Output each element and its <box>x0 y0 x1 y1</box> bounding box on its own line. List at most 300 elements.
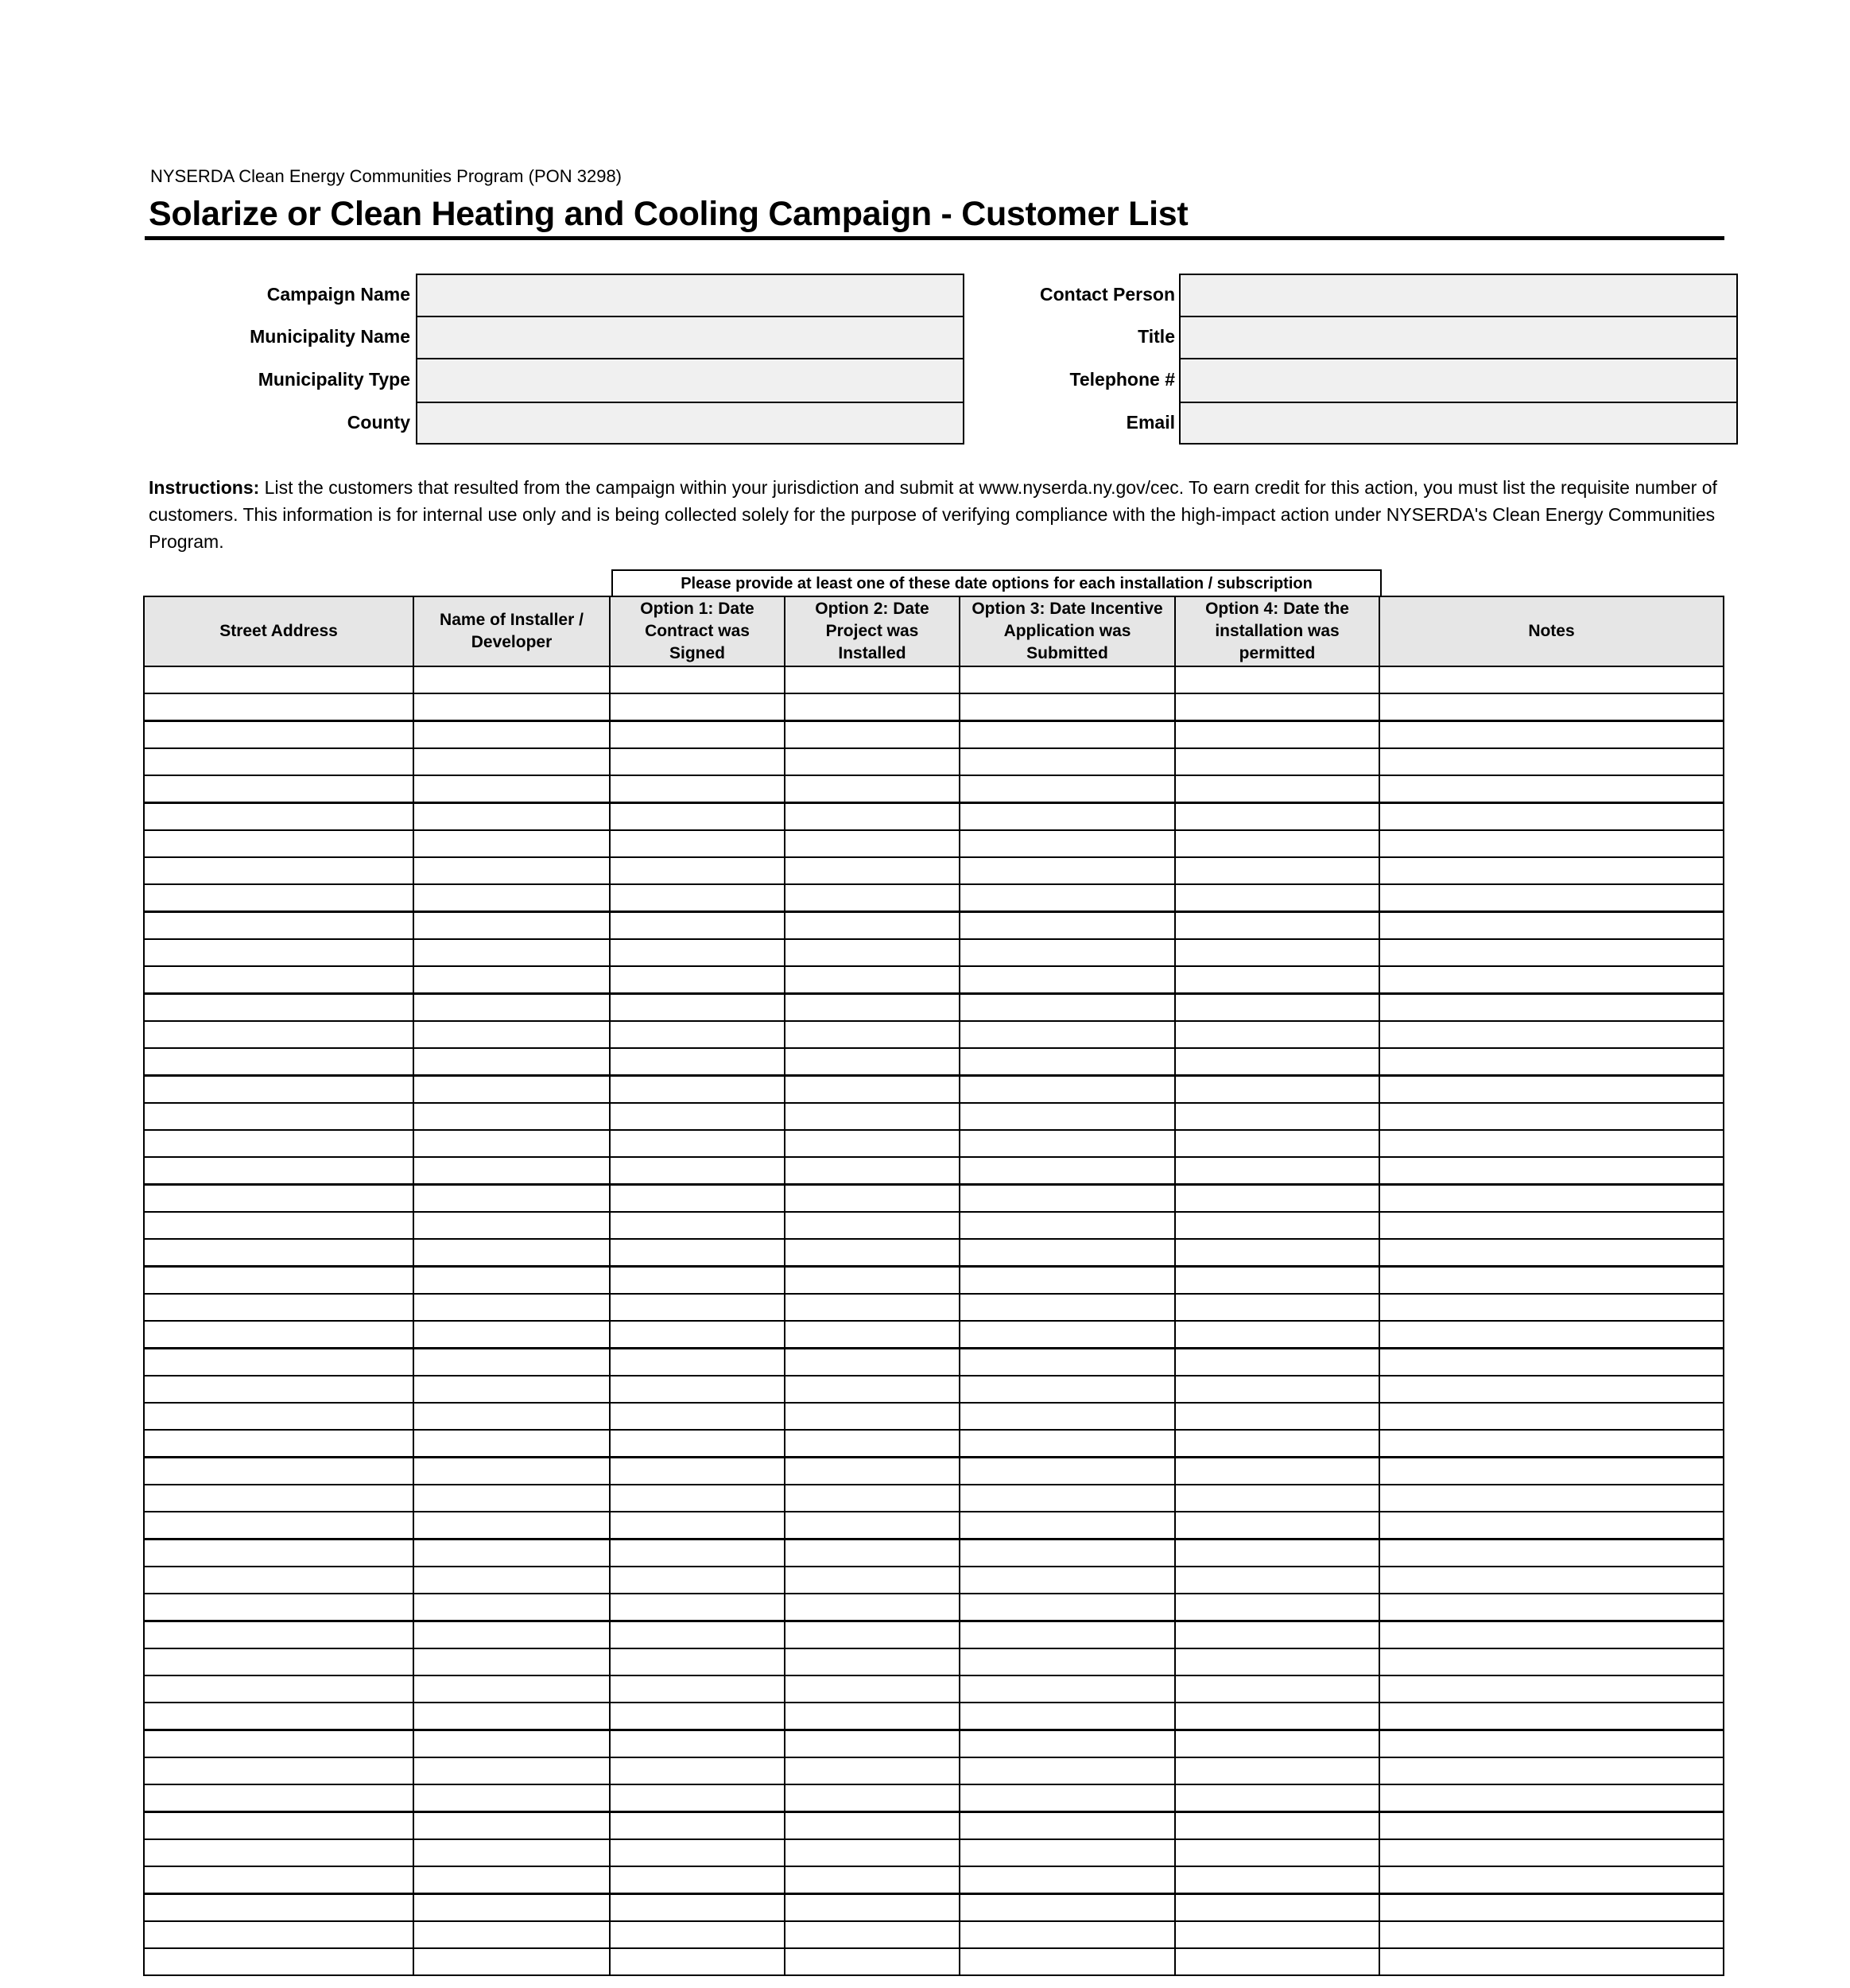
table-cell[interactable] <box>1174 720 1380 749</box>
table-cell[interactable] <box>959 1375 1176 1404</box>
table-cell[interactable] <box>784 1757 960 1785</box>
table-cell[interactable] <box>1379 1839 1724 1867</box>
table-cell[interactable] <box>784 1784 960 1812</box>
table-cell[interactable] <box>1174 1047 1380 1076</box>
table-cell[interactable] <box>959 1784 1176 1812</box>
table-cell[interactable] <box>959 1648 1176 1676</box>
table-cell[interactable] <box>1379 1539 1724 1567</box>
table-cell[interactable] <box>143 1484 414 1512</box>
table-cell[interactable] <box>609 720 785 749</box>
table-cell[interactable] <box>1174 693 1380 721</box>
table-cell[interactable] <box>784 1839 960 1867</box>
table-cell[interactable] <box>959 1457 1176 1485</box>
table-cell[interactable] <box>1379 1320 1724 1349</box>
table-cell[interactable] <box>413 1893 611 1922</box>
table-cell[interactable] <box>784 1811 960 1840</box>
table-cell[interactable] <box>784 1593 960 1621</box>
table-cell[interactable] <box>1379 1020 1724 1049</box>
table-cell[interactable] <box>413 1920 611 1949</box>
table-cell[interactable] <box>143 666 414 694</box>
table-cell[interactable] <box>143 1457 414 1485</box>
table-cell[interactable] <box>784 802 960 831</box>
table-cell[interactable] <box>784 1893 960 1922</box>
table-cell[interactable] <box>1379 1047 1724 1076</box>
table-cell[interactable] <box>143 1839 414 1867</box>
table-cell[interactable] <box>1174 965 1380 994</box>
table-cell[interactable] <box>143 1757 414 1785</box>
table-cell[interactable] <box>1379 1102 1724 1131</box>
table-cell[interactable] <box>143 1102 414 1131</box>
table-cell[interactable] <box>609 911 785 940</box>
table-cell[interactable] <box>413 1320 611 1349</box>
table-cell[interactable] <box>143 856 414 885</box>
table-cell[interactable] <box>1174 775 1380 803</box>
table-cell[interactable] <box>143 1293 414 1322</box>
table-cell[interactable] <box>1174 1784 1380 1812</box>
table-cell[interactable] <box>959 1156 1176 1185</box>
table-cell[interactable] <box>959 1702 1176 1730</box>
table-cell[interactable] <box>413 938 611 967</box>
table-cell[interactable] <box>959 1348 1176 1376</box>
table-cell[interactable] <box>959 1947 1176 1976</box>
table-cell[interactable] <box>413 1757 611 1785</box>
table-cell[interactable] <box>1174 856 1380 885</box>
table-cell[interactable] <box>1174 1129 1380 1158</box>
table-cell[interactable] <box>1174 1020 1380 1049</box>
table-cell[interactable] <box>1174 1484 1380 1512</box>
table-cell[interactable] <box>1379 1621 1724 1649</box>
table-cell[interactable] <box>959 802 1176 831</box>
table-cell[interactable] <box>959 1238 1176 1267</box>
table-cell[interactable] <box>1174 1730 1380 1758</box>
table-cell[interactable] <box>959 1893 1176 1922</box>
table-cell[interactable] <box>1174 1893 1380 1922</box>
table-cell[interactable] <box>413 747 611 776</box>
table-cell[interactable] <box>959 1757 1176 1785</box>
table-cell[interactable] <box>1379 883 1724 912</box>
table-cell[interactable] <box>1174 938 1380 967</box>
municipality-type-field[interactable] <box>416 358 964 403</box>
table-cell[interactable] <box>784 1511 960 1540</box>
table-cell[interactable] <box>609 856 785 885</box>
table-cell[interactable] <box>413 1539 611 1567</box>
table-cell[interactable] <box>1379 1757 1724 1785</box>
table-cell[interactable] <box>413 965 611 994</box>
table-cell[interactable] <box>143 1348 414 1376</box>
table-cell[interactable] <box>1174 1675 1380 1703</box>
table-cell[interactable] <box>1174 829 1380 858</box>
table-cell[interactable] <box>413 1375 611 1404</box>
table-cell[interactable] <box>1174 1757 1380 1785</box>
table-cell[interactable] <box>413 1702 611 1730</box>
table-cell[interactable] <box>1174 1211 1380 1240</box>
table-cell[interactable] <box>959 1484 1176 1512</box>
table-cell[interactable] <box>1174 1839 1380 1867</box>
table-cell[interactable] <box>1174 1320 1380 1349</box>
table-cell[interactable] <box>1174 1075 1380 1104</box>
table-cell[interactable] <box>609 1648 785 1676</box>
table-cell[interactable] <box>1174 747 1380 776</box>
table-cell[interactable] <box>413 1648 611 1676</box>
table-cell[interactable] <box>1174 1593 1380 1621</box>
table-cell[interactable] <box>413 1129 611 1158</box>
table-cell[interactable] <box>413 1947 611 1976</box>
table-cell[interactable] <box>1174 1348 1380 1376</box>
table-cell[interactable] <box>1379 965 1724 994</box>
table-cell[interactable] <box>143 693 414 721</box>
table-cell[interactable] <box>143 1402 414 1431</box>
table-cell[interactable] <box>959 1920 1176 1949</box>
table-cell[interactable] <box>1379 1429 1724 1458</box>
table-cell[interactable] <box>784 965 960 994</box>
table-cell[interactable] <box>143 1211 414 1240</box>
table-cell[interactable] <box>959 883 1176 912</box>
table-cell[interactable] <box>609 993 785 1022</box>
table-cell[interactable] <box>1379 1702 1724 1730</box>
table-cell[interactable] <box>959 829 1176 858</box>
table-cell[interactable] <box>959 1593 1176 1621</box>
table-cell[interactable] <box>1379 1402 1724 1431</box>
table-cell[interactable] <box>1174 1429 1380 1458</box>
table-cell[interactable] <box>1379 911 1724 940</box>
table-cell[interactable] <box>1379 993 1724 1022</box>
table-cell[interactable] <box>959 1730 1176 1758</box>
title-field[interactable] <box>1179 316 1738 359</box>
table-cell[interactable] <box>609 1348 785 1376</box>
table-cell[interactable] <box>1174 1566 1380 1594</box>
table-cell[interactable] <box>1379 1893 1724 1922</box>
table-cell[interactable] <box>784 993 960 1022</box>
table-cell[interactable] <box>413 1184 611 1213</box>
table-cell[interactable] <box>959 1621 1176 1649</box>
table-cell[interactable] <box>609 775 785 803</box>
table-cell[interactable] <box>1379 829 1724 858</box>
table-cell[interactable] <box>784 666 960 694</box>
table-cell[interactable] <box>959 1129 1176 1158</box>
table-cell[interactable] <box>959 666 1176 694</box>
table-cell[interactable] <box>1379 1348 1724 1376</box>
table-cell[interactable] <box>1174 993 1380 1022</box>
table-cell[interactable] <box>609 666 785 694</box>
table-cell[interactable] <box>609 1129 785 1158</box>
table-cell[interactable] <box>959 1811 1176 1840</box>
table-cell[interactable] <box>784 1866 960 1894</box>
table-cell[interactable] <box>609 1320 785 1349</box>
table-cell[interactable] <box>1174 1648 1380 1676</box>
email-field[interactable] <box>1179 402 1738 445</box>
table-cell[interactable] <box>413 775 611 803</box>
table-cell[interactable] <box>959 1211 1176 1240</box>
table-cell[interactable] <box>413 856 611 885</box>
table-cell[interactable] <box>959 775 1176 803</box>
table-cell[interactable] <box>609 1238 785 1267</box>
table-cell[interactable] <box>413 1211 611 1240</box>
table-cell[interactable] <box>413 1402 611 1431</box>
table-cell[interactable] <box>413 1348 611 1376</box>
county-field[interactable] <box>416 402 964 445</box>
table-cell[interactable] <box>609 1075 785 1104</box>
table-cell[interactable] <box>609 883 785 912</box>
table-cell[interactable] <box>784 1075 960 1104</box>
table-cell[interactable] <box>609 1702 785 1730</box>
table-cell[interactable] <box>1174 802 1380 831</box>
table-cell[interactable] <box>609 1621 785 1649</box>
table-cell[interactable] <box>609 1457 785 1485</box>
table-cell[interactable] <box>1379 1184 1724 1213</box>
table-cell[interactable] <box>143 747 414 776</box>
table-cell[interactable] <box>784 1457 960 1485</box>
table-cell[interactable] <box>413 1457 611 1485</box>
table-cell[interactable] <box>609 1156 785 1185</box>
table-cell[interactable] <box>1174 1238 1380 1267</box>
table-cell[interactable] <box>784 1375 960 1404</box>
table-cell[interactable] <box>959 1102 1176 1131</box>
table-cell[interactable] <box>143 1648 414 1676</box>
table-cell[interactable] <box>959 1020 1176 1049</box>
table-cell[interactable] <box>1379 775 1724 803</box>
table-cell[interactable] <box>1174 1702 1380 1730</box>
table-cell[interactable] <box>413 1484 611 1512</box>
table-cell[interactable] <box>959 938 1176 967</box>
table-cell[interactable] <box>413 802 611 831</box>
table-cell[interactable] <box>784 693 960 721</box>
table-cell[interactable] <box>413 1075 611 1104</box>
table-cell[interactable] <box>959 720 1176 749</box>
table-cell[interactable] <box>784 1920 960 1949</box>
table-cell[interactable] <box>784 1947 960 1976</box>
table-cell[interactable] <box>959 1675 1176 1703</box>
table-cell[interactable] <box>959 1402 1176 1431</box>
table-cell[interactable] <box>143 1593 414 1621</box>
table-cell[interactable] <box>143 1920 414 1949</box>
table-cell[interactable] <box>784 1730 960 1758</box>
table-cell[interactable] <box>784 856 960 885</box>
table-cell[interactable] <box>784 1266 960 1295</box>
table-cell[interactable] <box>143 1947 414 1976</box>
table-cell[interactable] <box>143 1730 414 1758</box>
table-cell[interactable] <box>959 1266 1176 1295</box>
table-cell[interactable] <box>959 1047 1176 1076</box>
table-cell[interactable] <box>413 1156 611 1185</box>
table-cell[interactable] <box>784 1675 960 1703</box>
table-cell[interactable] <box>609 1211 785 1240</box>
table-cell[interactable] <box>1379 1293 1724 1322</box>
table-cell[interactable] <box>413 1511 611 1540</box>
table-cell[interactable] <box>413 1675 611 1703</box>
table-cell[interactable] <box>1174 1920 1380 1949</box>
table-cell[interactable] <box>143 1238 414 1267</box>
table-cell[interactable] <box>143 720 414 749</box>
table-cell[interactable] <box>1379 1947 1724 1976</box>
table-cell[interactable] <box>959 747 1176 776</box>
table-cell[interactable] <box>609 1429 785 1458</box>
table-cell[interactable] <box>609 1893 785 1922</box>
table-cell[interactable] <box>143 1184 414 1213</box>
table-cell[interactable] <box>1379 1075 1724 1104</box>
table-cell[interactable] <box>1174 1947 1380 1976</box>
table-cell[interactable] <box>784 1184 960 1213</box>
table-cell[interactable] <box>1174 1184 1380 1213</box>
table-cell[interactable] <box>143 993 414 1022</box>
table-cell[interactable] <box>609 1866 785 1894</box>
table-cell[interactable] <box>609 1484 785 1512</box>
table-cell[interactable] <box>413 1266 611 1295</box>
table-cell[interactable] <box>784 1348 960 1376</box>
campaign-name-field[interactable] <box>416 274 964 317</box>
table-cell[interactable] <box>959 1075 1176 1104</box>
table-cell[interactable] <box>413 720 611 749</box>
table-cell[interactable] <box>413 993 611 1022</box>
table-cell[interactable] <box>784 1211 960 1240</box>
municipality-name-field[interactable] <box>416 316 964 359</box>
table-cell[interactable] <box>143 1429 414 1458</box>
table-cell[interactable] <box>1379 802 1724 831</box>
table-cell[interactable] <box>143 1320 414 1349</box>
table-cell[interactable] <box>784 775 960 803</box>
table-cell[interactable] <box>1379 693 1724 721</box>
table-cell[interactable] <box>609 938 785 967</box>
table-cell[interactable] <box>143 1566 414 1594</box>
table-cell[interactable] <box>143 1047 414 1076</box>
table-cell[interactable] <box>784 1402 960 1431</box>
table-cell[interactable] <box>784 1566 960 1594</box>
table-cell[interactable] <box>784 1047 960 1076</box>
table-cell[interactable] <box>959 911 1176 940</box>
table-cell[interactable] <box>1174 1293 1380 1322</box>
table-cell[interactable] <box>609 829 785 858</box>
table-cell[interactable] <box>1379 1266 1724 1295</box>
table-cell[interactable] <box>1379 1675 1724 1703</box>
table-cell[interactable] <box>413 1839 611 1867</box>
table-cell[interactable] <box>143 938 414 967</box>
table-cell[interactable] <box>413 911 611 940</box>
table-cell[interactable] <box>784 1702 960 1730</box>
table-cell[interactable] <box>143 1129 414 1158</box>
table-cell[interactable] <box>413 1429 611 1458</box>
table-cell[interactable] <box>413 1020 611 1049</box>
table-cell[interactable] <box>1379 856 1724 885</box>
table-cell[interactable] <box>413 829 611 858</box>
table-cell[interactable] <box>1379 1784 1724 1812</box>
table-cell[interactable] <box>609 1593 785 1621</box>
table-cell[interactable] <box>1174 1621 1380 1649</box>
table-cell[interactable] <box>959 1839 1176 1867</box>
table-cell[interactable] <box>1174 1511 1380 1540</box>
table-cell[interactable] <box>413 693 611 721</box>
table-cell[interactable] <box>1379 1375 1724 1404</box>
table-cell[interactable] <box>784 1539 960 1567</box>
table-cell[interactable] <box>1174 1375 1380 1404</box>
table-cell[interactable] <box>1174 1539 1380 1567</box>
table-cell[interactable] <box>959 1184 1176 1213</box>
table-cell[interactable] <box>1174 911 1380 940</box>
table-cell[interactable] <box>1174 1402 1380 1431</box>
table-cell[interactable] <box>609 1102 785 1131</box>
table-cell[interactable] <box>784 1621 960 1649</box>
table-cell[interactable] <box>143 911 414 940</box>
table-cell[interactable] <box>609 1047 785 1076</box>
table-cell[interactable] <box>784 1129 960 1158</box>
table-cell[interactable] <box>413 1811 611 1840</box>
table-cell[interactable] <box>959 1511 1176 1540</box>
table-cell[interactable] <box>784 1648 960 1676</box>
table-cell[interactable] <box>1379 1457 1724 1485</box>
table-cell[interactable] <box>143 965 414 994</box>
table-cell[interactable] <box>143 1893 414 1922</box>
table-cell[interactable] <box>1379 1484 1724 1512</box>
table-cell[interactable] <box>1379 747 1724 776</box>
table-cell[interactable] <box>609 965 785 994</box>
table-cell[interactable] <box>1174 1866 1380 1894</box>
table-cell[interactable] <box>609 1402 785 1431</box>
table-cell[interactable] <box>1379 938 1724 967</box>
table-cell[interactable] <box>1379 1866 1724 1894</box>
table-cell[interactable] <box>959 965 1176 994</box>
table-cell[interactable] <box>413 1730 611 1758</box>
table-cell[interactable] <box>609 1839 785 1867</box>
table-cell[interactable] <box>784 747 960 776</box>
table-cell[interactable] <box>1379 1156 1724 1185</box>
table-cell[interactable] <box>609 1784 785 1812</box>
table-cell[interactable] <box>609 1539 785 1567</box>
table-cell[interactable] <box>143 1156 414 1185</box>
table-cell[interactable] <box>784 1293 960 1322</box>
table-cell[interactable] <box>1379 720 1724 749</box>
table-cell[interactable] <box>1174 1457 1380 1485</box>
table-cell[interactable] <box>1379 1648 1724 1676</box>
table-cell[interactable] <box>413 1238 611 1267</box>
table-cell[interactable] <box>143 883 414 912</box>
table-cell[interactable] <box>609 1947 785 1976</box>
table-cell[interactable] <box>143 829 414 858</box>
table-cell[interactable] <box>413 1566 611 1594</box>
table-cell[interactable] <box>1379 1811 1724 1840</box>
table-cell[interactable] <box>413 1621 611 1649</box>
table-cell[interactable] <box>143 1784 414 1812</box>
table-cell[interactable] <box>609 1757 785 1785</box>
table-cell[interactable] <box>143 1075 414 1104</box>
table-cell[interactable] <box>609 1511 785 1540</box>
table-cell[interactable] <box>959 1429 1176 1458</box>
table-cell[interactable] <box>1379 666 1724 694</box>
table-cell[interactable] <box>413 883 611 912</box>
table-cell[interactable] <box>784 1102 960 1131</box>
table-cell[interactable] <box>609 1811 785 1840</box>
table-cell[interactable] <box>959 1320 1176 1349</box>
table-cell[interactable] <box>609 1566 785 1594</box>
table-cell[interactable] <box>1174 1266 1380 1295</box>
table-cell[interactable] <box>784 1429 960 1458</box>
table-cell[interactable] <box>143 775 414 803</box>
table-cell[interactable] <box>413 1293 611 1322</box>
table-cell[interactable] <box>143 1020 414 1049</box>
table-cell[interactable] <box>1379 1129 1724 1158</box>
table-cell[interactable] <box>143 1675 414 1703</box>
table-cell[interactable] <box>959 993 1176 1022</box>
table-cell[interactable] <box>784 720 960 749</box>
table-cell[interactable] <box>784 1484 960 1512</box>
table-cell[interactable] <box>1379 1238 1724 1267</box>
table-cell[interactable] <box>1379 1920 1724 1949</box>
table-cell[interactable] <box>609 802 785 831</box>
table-cell[interactable] <box>413 1593 611 1621</box>
table-cell[interactable] <box>959 856 1176 885</box>
table-cell[interactable] <box>413 1047 611 1076</box>
table-cell[interactable] <box>1379 1730 1724 1758</box>
table-cell[interactable] <box>143 1702 414 1730</box>
table-cell[interactable] <box>609 1266 785 1295</box>
table-cell[interactable] <box>959 1539 1176 1567</box>
